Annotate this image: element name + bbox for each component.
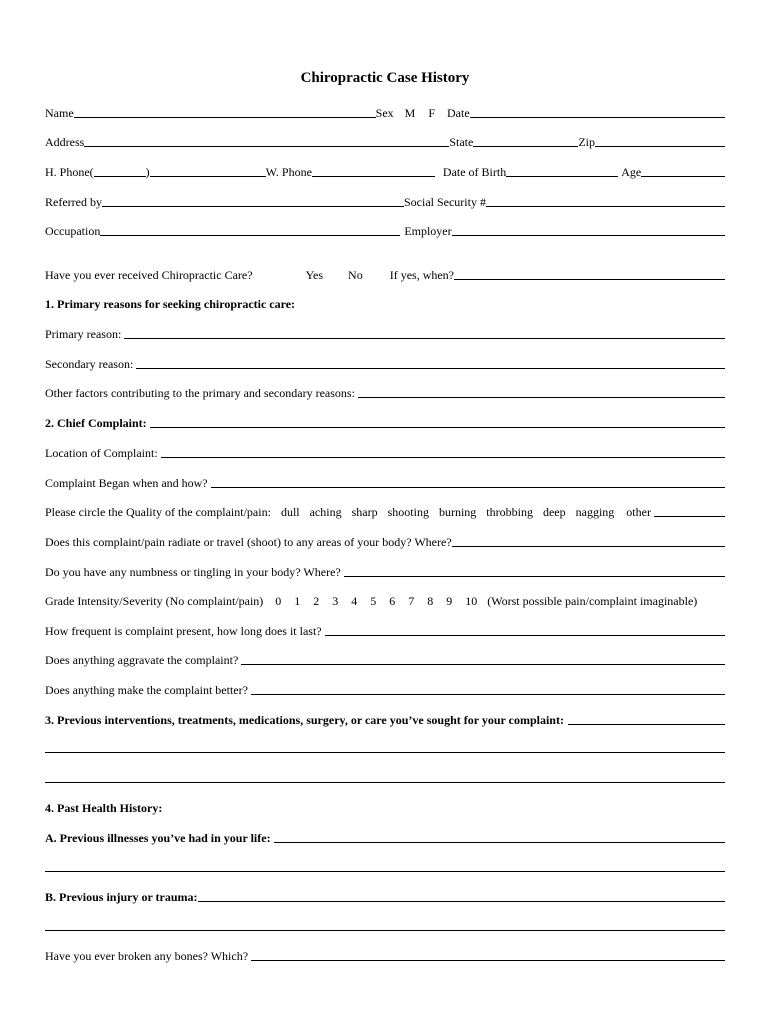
secondary-reason-label: Secondary reason: — [45, 357, 134, 371]
intensity-6[interactable]: 6 — [389, 594, 396, 608]
dob-field[interactable] — [506, 164, 618, 177]
home-phone-label: H. Phone( — [45, 165, 94, 179]
location-label: Location of Complaint: — [45, 446, 158, 460]
section-2-heading: 2. Chief Complaint: — [45, 416, 147, 430]
home-phone-area-field[interactable] — [94, 164, 146, 177]
quality-label: Please circle the Quality of the complaint/pain: — [45, 505, 271, 519]
location-field[interactable] — [161, 445, 725, 458]
form-title: Chiropractic Case History — [300, 70, 470, 86]
date-field[interactable] — [470, 105, 725, 118]
address-row — [45, 133, 725, 149]
dob-label: Date of Birth — [442, 165, 507, 179]
primary-reason-label: Primary reason: — [45, 327, 122, 341]
quality-option-shooting[interactable]: shooting — [387, 505, 429, 519]
section-4-heading: 4. Past Health History: — [45, 801, 163, 815]
occupation-label: Occupation — [45, 224, 101, 238]
state-field[interactable] — [473, 134, 578, 147]
name-field[interactable] — [74, 105, 376, 118]
radiate-row — [45, 533, 725, 549]
injury-field[interactable] — [198, 889, 725, 902]
illnesses-blank-line[interactable] — [45, 871, 725, 872]
complaint-began-row — [45, 474, 725, 490]
complaint-began-field[interactable] — [211, 475, 725, 488]
age-label: Age — [621, 165, 642, 179]
occupation-field[interactable] — [100, 223, 400, 236]
home-phone-field[interactable] — [150, 164, 266, 177]
chief-complaint-field[interactable] — [150, 415, 725, 428]
intensity-4[interactable]: 4 — [351, 594, 358, 608]
prior-care-yes[interactable]: Yes — [305, 268, 324, 282]
employer-label: Employer — [404, 224, 452, 238]
frequency-row — [45, 622, 725, 638]
numbness-label: Do you have any numbness or tingling in your body? Where? — [45, 565, 341, 579]
section-4-heading-row — [45, 799, 725, 815]
radiate-field[interactable] — [452, 534, 725, 547]
quality-option-sharp[interactable]: sharp — [351, 505, 378, 519]
intensity-2[interactable]: 2 — [313, 594, 320, 608]
broken-bones-field[interactable] — [251, 948, 725, 961]
occupation-row — [45, 222, 725, 238]
secondary-reason-row — [45, 355, 725, 371]
better-field[interactable] — [251, 682, 725, 695]
ssn-label: Social Security # — [403, 195, 486, 209]
intensity-3[interactable]: 3 — [332, 594, 339, 608]
quality-other-field[interactable] — [654, 504, 725, 517]
injury-label: B. Previous injury or trauma: — [45, 890, 198, 904]
name-label: Name — [45, 106, 74, 120]
section-1-heading: 1. Primary reasons for seeking chiropractic care: — [45, 297, 296, 311]
intensity-end-label: (Worst possible pain/complaint imaginable) — [487, 594, 698, 608]
quality-option-dull[interactable]: dull — [280, 505, 300, 519]
sex-m-option[interactable]: M — [404, 106, 416, 120]
quality-option-deep[interactable]: deep — [542, 505, 566, 519]
referral-row — [45, 193, 725, 209]
date-label: Date — [447, 106, 470, 120]
intensity-0[interactable]: 0 — [275, 594, 282, 608]
primary-reason-row — [45, 325, 725, 341]
primary-reason-field[interactable] — [124, 326, 725, 339]
employer-field[interactable] — [452, 223, 725, 236]
broken-bones-row — [45, 947, 725, 963]
broken-bones-label: Have you ever broken any bones? Which? — [45, 949, 249, 963]
location-row — [45, 444, 725, 460]
home-phone-paren: ) — [145, 165, 150, 179]
radiate-label: Does this complaint/pain radiate or travel (shoot) to any areas of your body? Where? — [45, 535, 452, 549]
prior-care-row — [45, 266, 725, 282]
aggravate-label: Does anything aggravate the complaint? — [45, 653, 239, 667]
illnesses-label: A. Previous illnesses you’ve had in your life: — [45, 831, 271, 845]
intensity-7[interactable]: 7 — [408, 594, 415, 608]
quality-option-aching[interactable]: aching — [309, 505, 342, 519]
prior-care-question: Have you ever received Chiropractic Care? — [45, 268, 253, 282]
intensity-8[interactable]: 8 — [427, 594, 434, 608]
other-factors-field[interactable] — [358, 385, 725, 398]
name-row — [45, 104, 725, 120]
referred-by-label: Referred by — [45, 195, 102, 209]
aggravate-row — [45, 651, 725, 667]
prior-care-no[interactable]: No — [348, 268, 363, 282]
intensity-label: Grade Intensity/Severity (No complaint/pain) — [45, 594, 264, 608]
work-phone-label: W. Phone — [265, 165, 312, 179]
illnesses-row — [45, 829, 725, 845]
zip-label: Zip — [578, 135, 595, 149]
numbness-field[interactable] — [344, 564, 725, 577]
section-3-heading: 3. Previous interventions, treatments, medications, surgery, or care you’ve sought for your complaint: — [45, 713, 564, 727]
chief-complaint-row — [45, 414, 725, 430]
sex-f-option[interactable]: F — [428, 106, 436, 120]
work-phone-field[interactable] — [312, 164, 435, 177]
interventions-field[interactable] — [568, 712, 725, 725]
ssn-field[interactable] — [486, 194, 725, 207]
intensity-10[interactable]: 10 — [465, 594, 478, 608]
intensity-5[interactable]: 5 — [370, 594, 377, 608]
address-field[interactable] — [84, 134, 449, 147]
prior-care-when-field[interactable] — [454, 267, 725, 280]
quality-option-nagging[interactable]: nagging — [575, 505, 615, 519]
zip-field[interactable] — [595, 134, 725, 147]
intensity-row — [45, 592, 725, 608]
interventions-blank-line-2[interactable] — [45, 782, 725, 783]
secondary-reason-field[interactable] — [136, 356, 725, 369]
better-label: Does anything make the complaint better? — [45, 683, 248, 697]
injury-row — [45, 888, 725, 904]
phone-row — [45, 163, 725, 179]
interventions-blank-line-1[interactable] — [45, 752, 725, 753]
aggravate-field[interactable] — [241, 652, 725, 665]
sex-label: Sex — [375, 106, 394, 120]
frequency-label: How frequent is complaint present, how long does it last? — [45, 624, 322, 638]
intensity-9[interactable]: 9 — [446, 594, 453, 608]
state-label: State — [449, 135, 474, 149]
injury-blank-line[interactable] — [45, 930, 725, 931]
quality-option-other[interactable]: other — [626, 505, 651, 519]
numbness-row — [45, 563, 725, 579]
complaint-began-label: Complaint Began when and how? — [45, 476, 208, 490]
age-field[interactable] — [641, 164, 725, 177]
prior-care-when-label: If yes, when? — [389, 268, 455, 282]
section-1-heading-row — [45, 295, 725, 311]
other-factors-label: Other factors contributing to the primary and secondary reasons: — [45, 386, 355, 400]
referred-by-field[interactable] — [102, 194, 404, 207]
frequency-field[interactable] — [325, 623, 725, 636]
intensity-1[interactable]: 1 — [294, 594, 301, 608]
other-factors-row — [45, 384, 725, 400]
quality-row — [45, 503, 725, 519]
better-row — [45, 681, 725, 697]
quality-option-throbbing[interactable]: throbbing — [486, 505, 533, 519]
illnesses-field[interactable] — [274, 830, 725, 843]
section-3-row — [45, 711, 725, 727]
quality-option-burning[interactable]: burning — [438, 505, 477, 519]
address-label: Address — [45, 135, 85, 149]
